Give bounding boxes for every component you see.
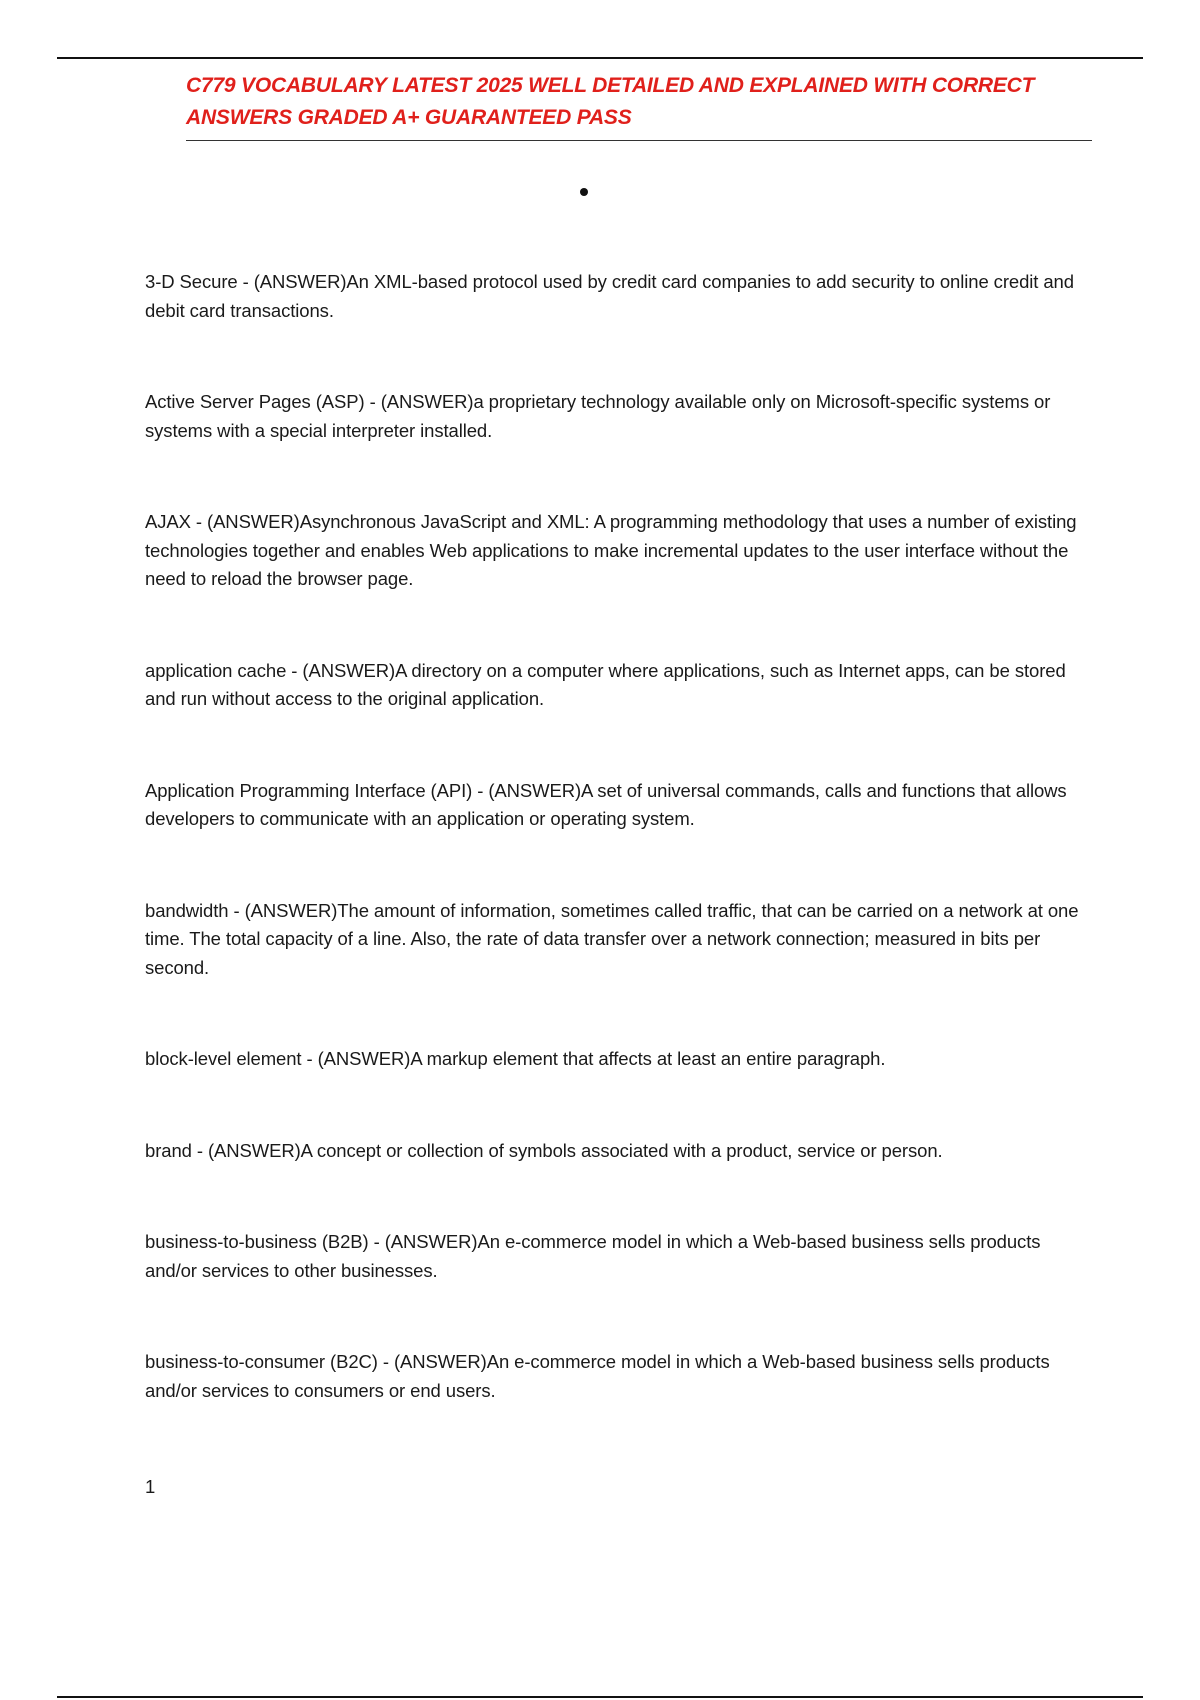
document-header: [186, 70, 1092, 141]
glossary-entry-application-cache: application cache - (ANSWER)A directory on a computer where applications, such as Internet apps, can be stored and run without access to the original application.: [145, 659, 1066, 709]
glossary-entry-3d-secure: 3-D Secure - (ANSWER)An XML-based protocol used by credit card companies to add security to online credit and debit card transactions.: [145, 271, 1074, 321]
top-rule: [57, 57, 1143, 59]
glossary-entry-ajax: AJAX - (ANSWER)Asynchronous JavaScript and XML: A programming methodology that uses a number of existing technologies together and enables Web applications to make incremental updates to the user interface without the need to reload the browser page.: [145, 511, 1077, 589]
glossary-entry-b2c: business-to-consumer (B2C) - (ANSWER)An e-commerce model in which a Web-based business sells products and/or services to consumers or end users.: [145, 1351, 1050, 1401]
glossary-entry-asp: Active Server Pages (ASP) - (ANSWER)a proprietary technology available only on Microsoft-specific systems or systems with a special interpreter installed.: [145, 391, 1051, 441]
page-number: 1: [145, 1476, 156, 1497]
glossary-entry-api: Application Programming Interface (API) - (ANSWER)A set of universal commands, calls and functions that allows developers to communicate with an application or operating system.: [145, 779, 1067, 829]
glossary-entry-block-level-element: block-level element - (ANSWER)A markup element that affects at least an entire paragraph.: [145, 1048, 886, 1069]
document-title: C779 VOCABULARY LATEST 2025 WELL DETAILED AND EXPLAINED WITH CORRECT ANSWERS GRADED A+ GUARANTEED PASS: [186, 74, 1035, 129]
bottom-rule: [57, 1696, 1143, 1698]
bullet-point: [580, 188, 588, 196]
glossary-entry-b2b: business-to-business (B2B) - (ANSWER)An e-commerce model in which a Web-based business sells products and/or services to other businesses.: [145, 1231, 1041, 1281]
glossary-entry-brand: brand - (ANSWER)A concept or collection of symbols associated with a product, service or person.: [145, 1139, 943, 1161]
glossary-list: [145, 268, 1095, 1405]
glossary-entry-bandwidth: bandwidth - (ANSWER)The amount of information, sometimes called traffic, that can be carried on a network at one time. The total capacity of a line. Also, the rate of data transfer over a network connection; measured in bits per second.: [145, 899, 1079, 978]
